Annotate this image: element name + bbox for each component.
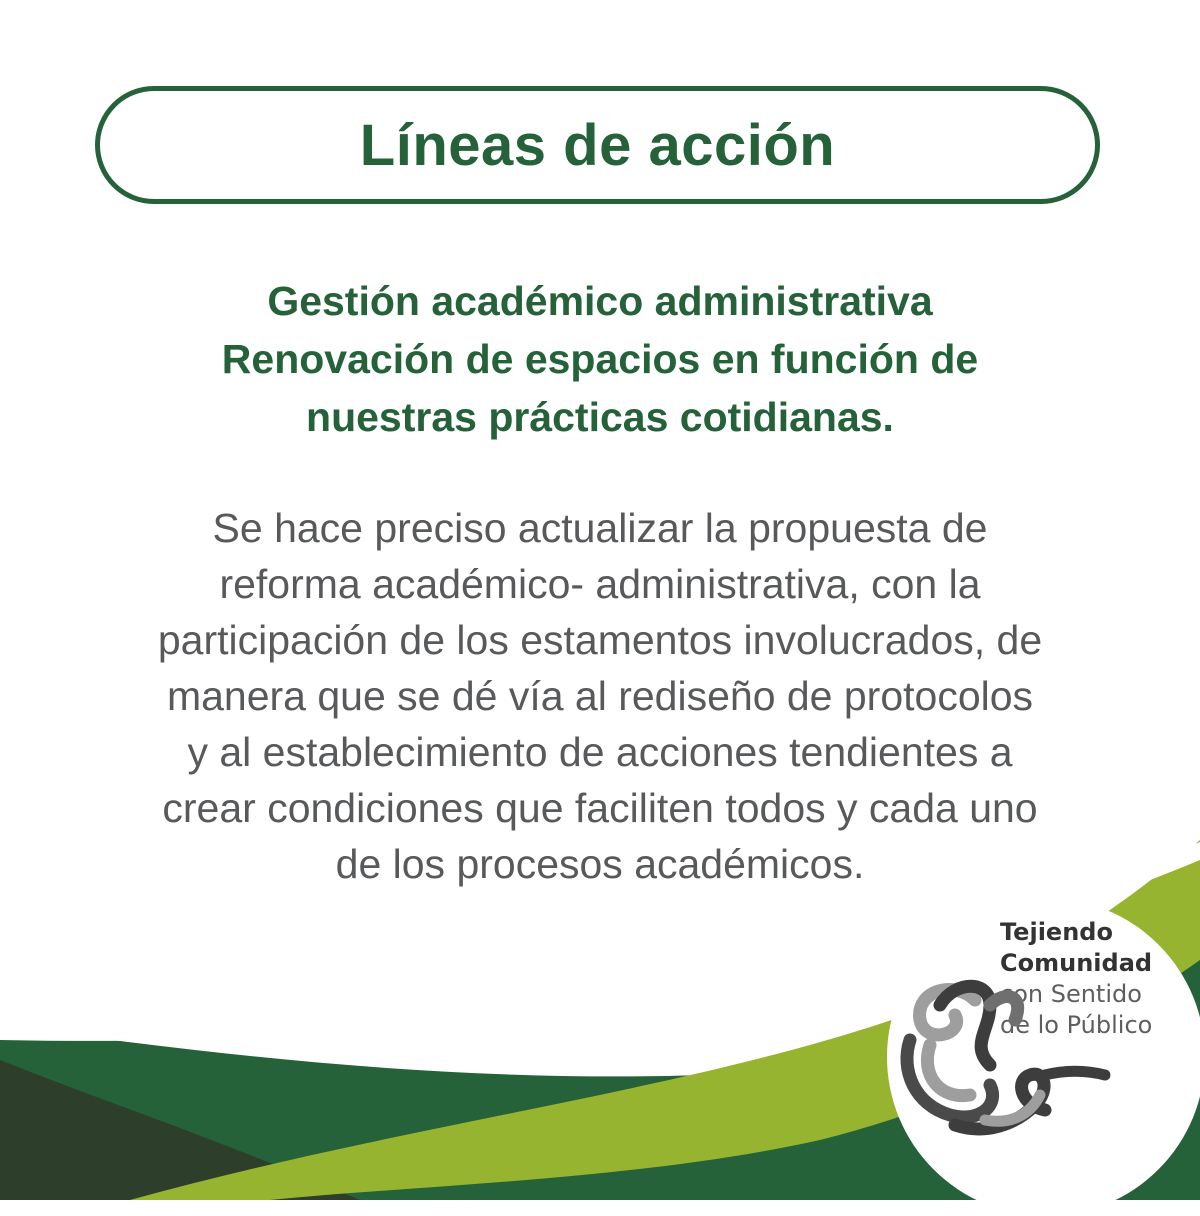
logo-line-3: con Sentido	[1000, 980, 1142, 1008]
body-line: de los procesos académicos.	[335, 841, 865, 887]
body-line: reforma académico- administrativa, con la	[219, 561, 981, 607]
subtitle	[60, 272, 1140, 446]
body-line: participación de los estamentos involucrados, de	[157, 617, 1043, 663]
body-paragraph	[60, 500, 1140, 892]
body-line: manera que se dé vía al rediseño de protocolos	[166, 673, 1034, 719]
body-line: y al establecimiento de acciones tendientes a	[187, 729, 1013, 775]
page-title: Líneas de acción	[359, 112, 836, 178]
subtitle-line: nuestras prácticas cotidianas.	[306, 394, 894, 440]
logo-line-2: Comunidad	[1000, 949, 1153, 977]
body-line: crear condiciones que faciliten todos y cada uno	[162, 785, 1038, 831]
title-pill	[95, 86, 1100, 204]
subtitle-line: Gestión académico administrativa	[267, 278, 933, 324]
woven-knot-icon	[895, 975, 1115, 1145]
logo-line-4: de lo Público	[1000, 1011, 1153, 1039]
body-line: Se hace preciso actualizar la propuesta de	[212, 505, 988, 551]
logo-line-1: Tejiendo	[1000, 918, 1113, 946]
subtitle-line: Renovación de espacios en función de	[221, 336, 979, 382]
